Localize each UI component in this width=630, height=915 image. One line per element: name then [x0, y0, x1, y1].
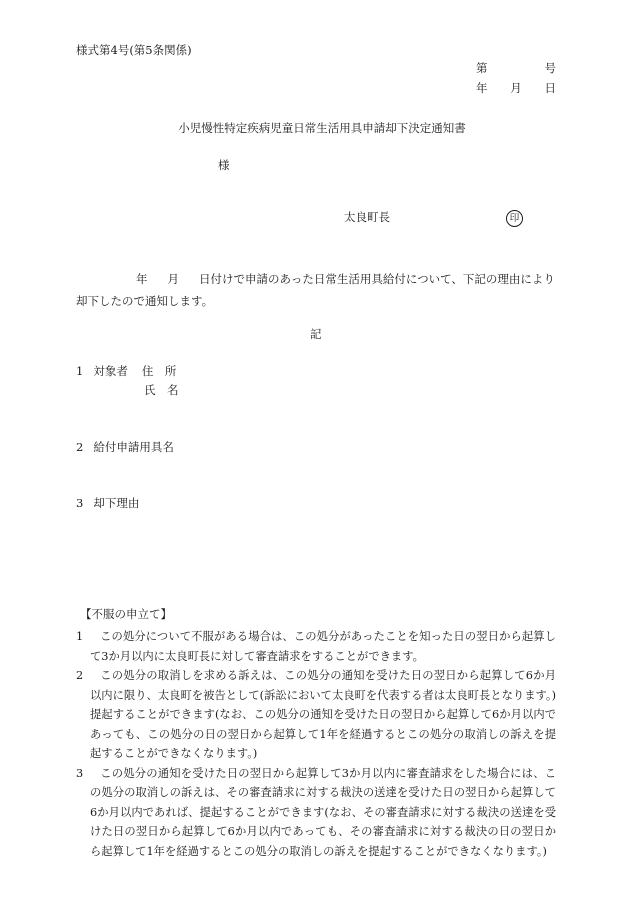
item-equipment-name: [76, 441, 174, 455]
clause-number: 3: [76, 766, 84, 780]
item-rejection-reason: [76, 497, 139, 511]
item2-number: 2: [76, 440, 84, 454]
item-target-person: [76, 365, 176, 379]
appeal-clause: [76, 627, 556, 666]
clause-text: この処分について不服がある場合は、この処分があったことを知った日の翌日から起算して3か月以内に太良町長に対して審査請求をすることができます。: [90, 630, 556, 663]
clause-text: この処分の通知を受けた日の翌日から起算して3か月以内に審査請求をした場合には、この処分の取消しの訴えは、その審査請求に対する裁決の送達を受けた日の翌日から起算して6か月以内であれば、提起することができます(なお、その審査請求に対する裁決の送達を受けた日の翌日から起算して6か月以内であっても、その審査請求に対する裁決の日の翌日から起算して1年を経過するとこの処分の取消しの訴えを提起することができなくなります。): [90, 766, 556, 858]
document-title: 小児慢性特定疾病児童日常生活用具申請却下決定通知書: [178, 121, 466, 135]
date-day: 日: [544, 81, 556, 95]
appeal-heading: 【不服の申立て】: [80, 607, 172, 621]
ki-heading: 記: [310, 327, 322, 341]
clause-number: 2: [76, 669, 84, 682]
item3-number: 3: [76, 496, 84, 510]
date-month: 月: [510, 81, 522, 95]
body-text: 日付けで申請のあった日常生活用具給付について、下記の理由により却下したので通知します。: [76, 272, 555, 308]
notice-body: [76, 268, 556, 312]
number-prefix: 第: [476, 61, 488, 75]
issue-date-line: [476, 82, 556, 96]
item3-label: 却下理由: [93, 496, 140, 510]
appeal-clause: [76, 666, 556, 764]
number-suffix: 号: [544, 61, 556, 75]
seal-mark: 印: [506, 210, 523, 227]
item1-number: 1: [76, 364, 84, 378]
item1-label: 対象者: [93, 364, 128, 378]
appeal-clauses: [76, 627, 556, 861]
item1-address-label: 住 所: [141, 364, 177, 378]
body-year: 年: [136, 272, 148, 286]
document-number-line: [476, 62, 556, 76]
body-month: 月: [167, 272, 179, 286]
form-number: 様式第4号(第5条関係): [76, 43, 192, 57]
item2-label: 給付申請用具名: [93, 440, 174, 454]
date-year: 年: [476, 81, 488, 95]
clause-number: 1: [76, 630, 84, 643]
addressee-suffix: 様: [218, 158, 230, 172]
clause-text: この処分の取消しを求める訴えは、この処分の通知を受けた日の翌日から起算して6か月以内に限り、太良町を被告として(訴訟において太良町を代表する者は太良町長となります。)提起することができます(なお、この処分の通知を受けた日の翌日から起算して6か月以内であっても、この処分の日の翌日から起算して1年を経過するとこの処分の取消しの訴えを提起することができなくなります。): [90, 669, 556, 760]
item1-name-label: 氏 名: [144, 383, 179, 397]
issuer-name: 太良町長: [344, 210, 390, 224]
appeal-clause: [76, 764, 556, 862]
